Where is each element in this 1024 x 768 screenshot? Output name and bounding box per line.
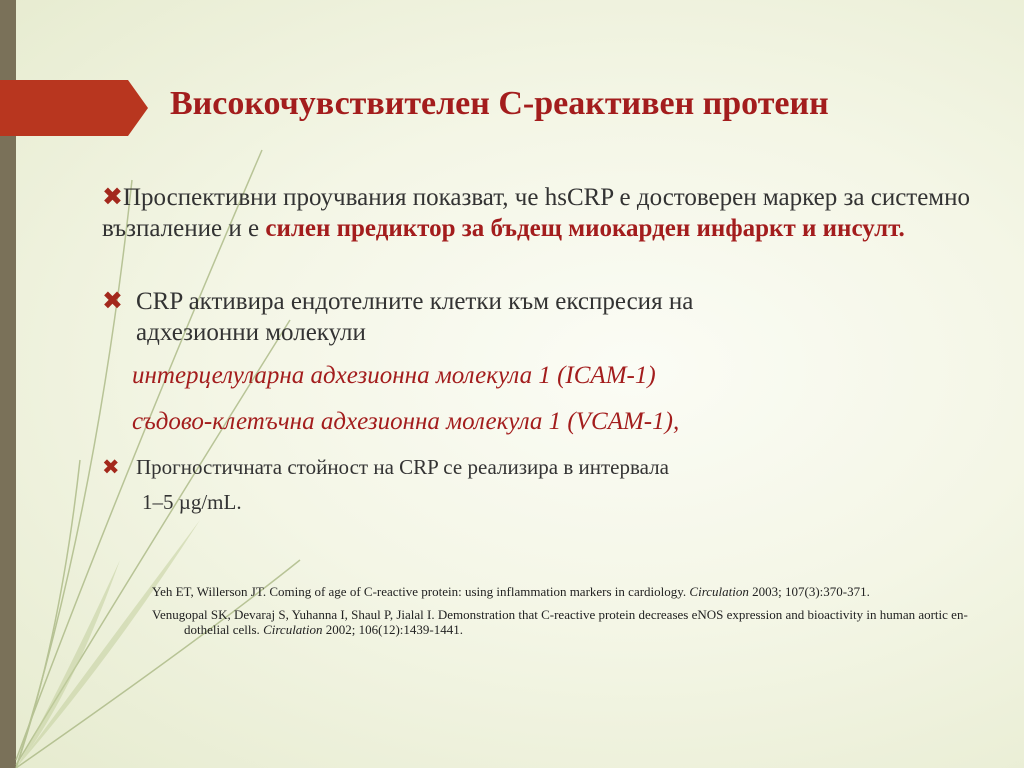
icam-line: интерцелуларна адхезионна молекула 1 (ICAM-1)	[132, 362, 656, 389]
reference-1-journal: Circulation	[689, 584, 749, 599]
slide-title: Високочувствителен С-реактивен протеин	[170, 85, 829, 122]
bullet-2-line2: адхезионни молекули	[136, 319, 366, 346]
reference-2-authors: Venugopal SK, Devaraj S, Yuhanna I, Shaul P, Jialal I. Demonstration that C-reactive protein decreases eNOS expression and bioactivity in human aortic en- dothelial cells.	[152, 607, 968, 637]
bullet-2-line1: CRP активира ендотелните клетки към експресия на	[136, 288, 694, 315]
bullet-2	[102, 286, 693, 317]
reference-1-citation: 2003; 107(3):370-371.	[748, 584, 870, 599]
references	[152, 584, 1008, 645]
bullet-3-line2: 1–5 µg/mL.	[142, 490, 242, 514]
x-mark-icon: ✖	[102, 288, 123, 315]
bullet-1	[102, 182, 1002, 244]
reference-2-citation: 2002; 106(12):1439-1441.	[322, 622, 463, 637]
reference-2-journal: Circulation	[263, 622, 323, 637]
reference-1	[152, 584, 1008, 599]
x-mark-icon: ✖	[102, 455, 120, 479]
bullet-3-line1: Прогностичната стойност на CRP се реализира в интервала	[136, 455, 669, 479]
bullet-3	[102, 452, 669, 483]
bullet-1-highlight: силен предиктор за бъдещ миокарден инфаркт и инсулт.	[265, 215, 905, 242]
bullet-1-text: Проспективни проучвания показват, че hsCRP е достоверен маркер за системно възпаление и е	[102, 184, 971, 242]
title-arrow-shape	[0, 80, 148, 136]
reference-2	[152, 607, 1008, 637]
reference-1-authors: Yeh ET, Willerson JT. Coming of age of C-reactive protein: using inflammation markers in cardiology.	[152, 584, 690, 599]
x-mark-icon: ✖	[102, 184, 123, 211]
vcam-line: съдово-клетъчна адхезионна молекула 1 (VCAM-1),	[132, 408, 680, 435]
